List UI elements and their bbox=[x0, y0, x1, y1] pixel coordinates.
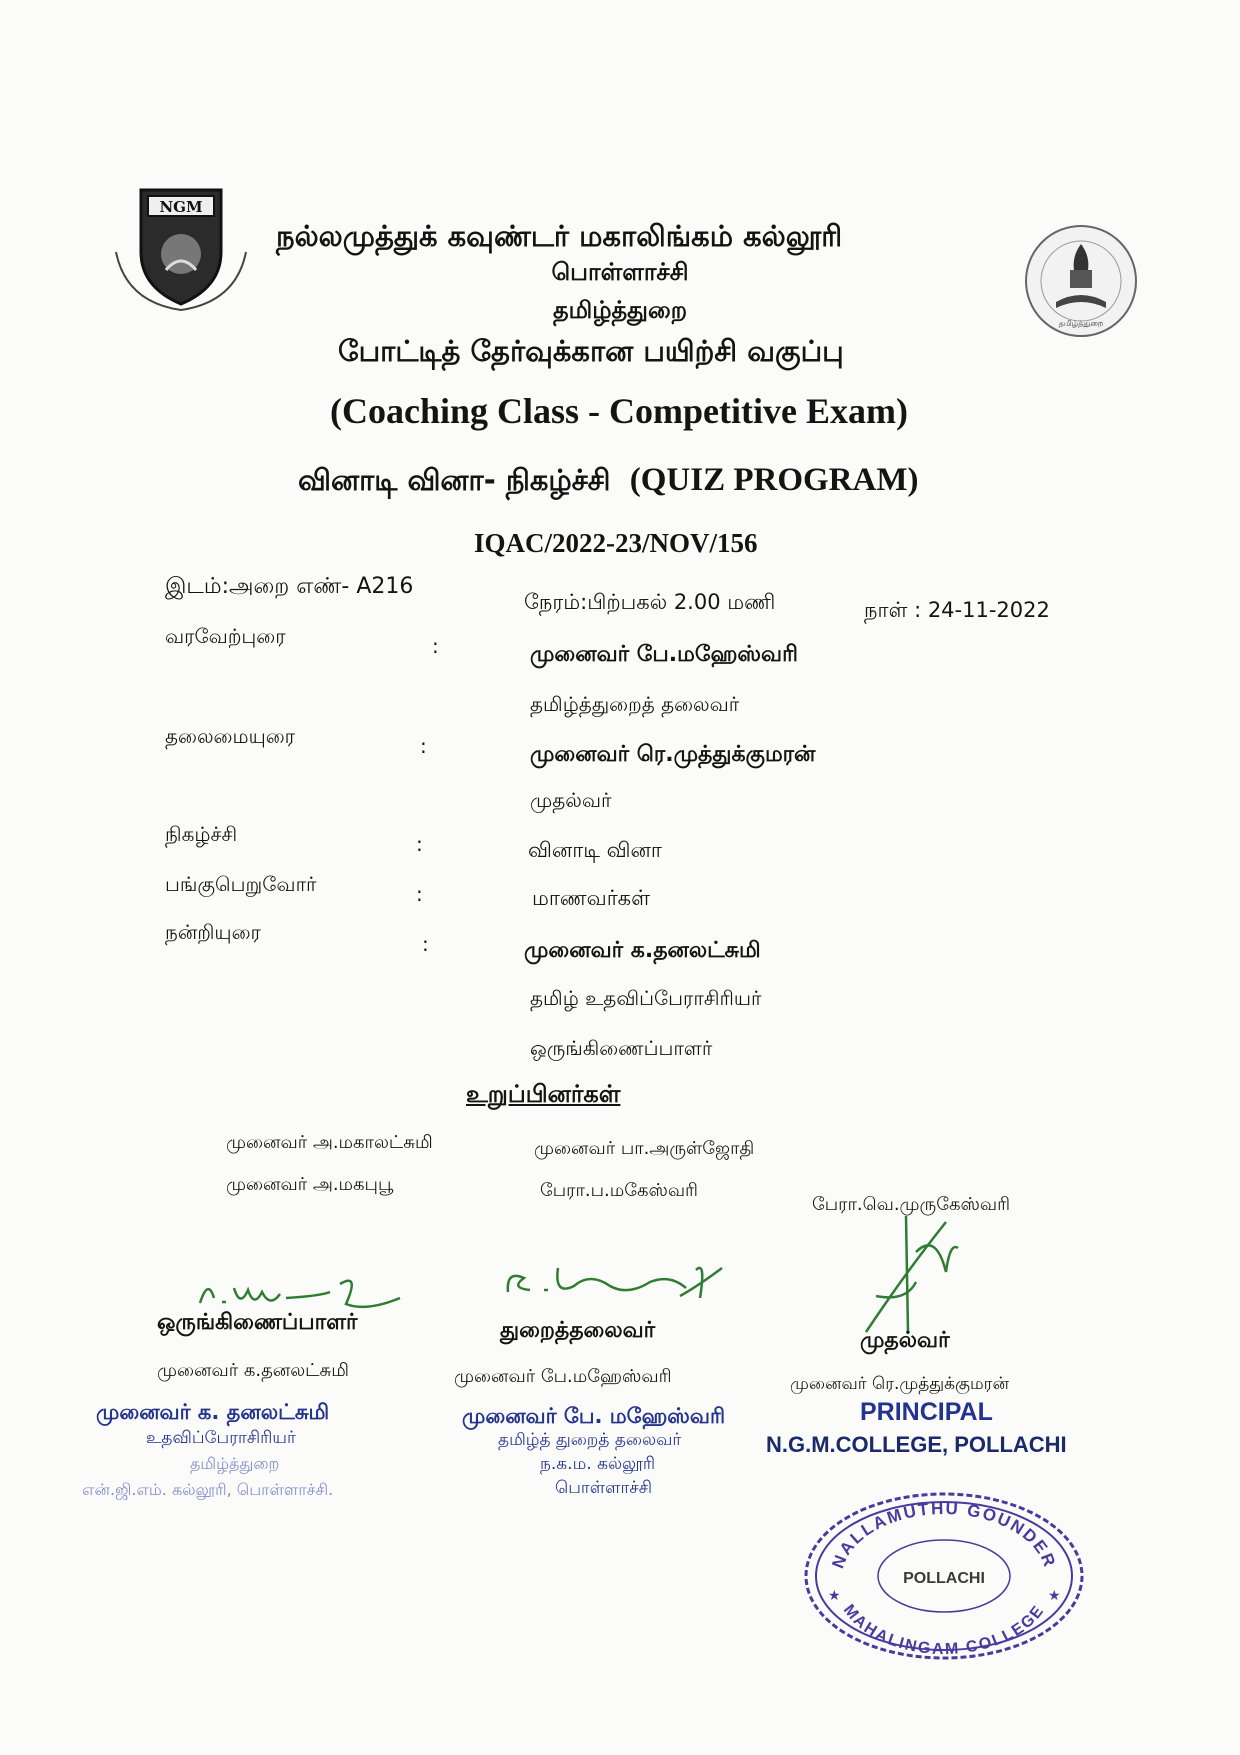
svg-text:★: ★ bbox=[828, 1588, 841, 1604]
hod-seal-college: ந.க.ம. கல்லூரி bbox=[540, 1454, 656, 1474]
member-name: முனைவர் பா.அருள்ஜோதி bbox=[534, 1138, 755, 1159]
schedule-sub-vote-of-thanks: தமிழ் உதவிப்பேராசிரியர் bbox=[530, 986, 762, 1010]
coordinator-seal-name: முனைவர் க. தனலட்சுமி bbox=[96, 1400, 330, 1424]
coordinator-seal-dept: தமிழ்த்துறை bbox=[190, 1454, 280, 1473]
schedule-colon-program: : bbox=[416, 832, 423, 856]
schedule-colon-participants: : bbox=[416, 882, 423, 906]
reference-number: IQAC/2022-23/NOV/156 bbox=[474, 528, 758, 558]
time: நேரம்:பிற்பகல் 2.00 மணி bbox=[524, 590, 776, 614]
college-seal-top-text: NALLAMUTHU GOUNDER bbox=[828, 1498, 1060, 1571]
principal-role: முதல்வர் bbox=[860, 1328, 950, 1353]
members-heading: உறுப்பினர்கள் bbox=[466, 1080, 621, 1108]
schedule-sub-welcome: தமிழ்த்துறைத் தலைவர் bbox=[530, 692, 740, 716]
hod-role: துறைத்தலைவர் bbox=[500, 1318, 656, 1343]
schedule-colon-vote-of-thanks: : bbox=[422, 932, 429, 956]
schedule-value-presidential: முனைவர் ரெ.முத்துக்குமரன் bbox=[530, 742, 816, 767]
college-seal-bottom-text: MAHALINGAM COLLEGE bbox=[839, 1601, 1049, 1659]
hod-seal-title: தமிழ்த் துறைத் தலைவர் bbox=[498, 1430, 682, 1450]
schedule-label-presidential: தலைமையுரை bbox=[165, 724, 295, 748]
date: நாள் : 24-11-2022 bbox=[864, 598, 1050, 622]
svg-text:★: ★ bbox=[1048, 1588, 1061, 1604]
program-title-tamil: போட்டித் தேர்வுக்கான பயிற்சி வகுப்பு bbox=[338, 334, 844, 368]
coordinator-name: முனைவர் க.தனலட்சுமி bbox=[157, 1360, 349, 1381]
schedule-value-vote-of-thanks: முனைவர் க.தனலட்சுமி bbox=[524, 938, 761, 963]
event-title bbox=[298, 462, 918, 501]
hod-signature bbox=[500, 1256, 730, 1312]
schedule-colon-welcome: : bbox=[432, 634, 439, 658]
principal-name: முனைவர் ரெ.முத்துக்குமரன் bbox=[790, 1374, 1009, 1394]
member-name: பேரா.வெ.முருகேஸ்வரி bbox=[812, 1194, 1011, 1215]
college-city: பொள்ளாச்சி bbox=[551, 258, 689, 286]
svg-text:MAHALINGAM COLLEGE bbox=[840, 1602, 1048, 1659]
coordinator-seal-college: என்.ஜி.எம். கல்லூரி, பொள்ளாச்சி. bbox=[82, 1480, 334, 1499]
coordinator-role: ஒருங்கிணைப்பாளர் bbox=[157, 1310, 358, 1335]
svg-text:தமிழ்த்துறை: தமிழ்த்துறை bbox=[1058, 319, 1104, 328]
member-name: பேரா.ப.மகேஸ்வரி bbox=[540, 1180, 699, 1201]
principal-seal-title: PRINCIPAL bbox=[860, 1398, 993, 1426]
schedule-colon-presidential: : bbox=[420, 734, 427, 758]
schedule-value-welcome: முனைவர் பே.மஹேஸ்வரி bbox=[530, 642, 798, 667]
program-title-english: (Coaching Class - Competitive Exam) bbox=[330, 391, 908, 431]
member-name: முனைவர் அ.மகபுபூ bbox=[226, 1174, 394, 1195]
department-name: தமிழ்த்துறை bbox=[552, 296, 688, 324]
college-seal bbox=[802, 1488, 1086, 1660]
svg-text:NGM: NGM bbox=[159, 198, 203, 216]
schedule-label-program: நிகழ்ச்சி bbox=[165, 822, 238, 846]
schedule-sub-presidential: முதல்வர் bbox=[530, 788, 612, 812]
college-name: நல்லமுத்துக் கவுண்டர் மகாலிங்கம் கல்லூரி bbox=[276, 219, 843, 253]
coordinator-seal-title: உதவிப்பேராசிரியர் bbox=[146, 1428, 296, 1448]
schedule-value-participants: மாணவர்கள் bbox=[532, 886, 651, 910]
event-title-english: (QUIZ PROGRAM) bbox=[629, 462, 919, 498]
hod-seal-city: பொள்ளாச்சி bbox=[555, 1478, 653, 1498]
venue: இடம்:அறை எண்- A216 bbox=[165, 574, 414, 599]
hod-name: முனைவர் பே.மஹேஸ்வரி bbox=[454, 1366, 672, 1387]
college-seal-center-text: POLLACHI bbox=[903, 1570, 985, 1587]
schedule-label-participants: பங்குபெறுவோர் bbox=[165, 872, 317, 896]
event-title-tamil: வினாடி வினா- நிகழ்ச்சி bbox=[298, 463, 611, 497]
college-logo bbox=[106, 182, 256, 312]
member-name: முனைவர் அ.மகாலட்சுமி bbox=[226, 1132, 433, 1153]
principal-signature bbox=[846, 1212, 986, 1342]
schedule-label-welcome: வரவேற்புரை bbox=[165, 624, 286, 648]
schedule-sub-coordinator: ஒருங்கிணைப்பாளர் bbox=[530, 1036, 713, 1060]
schedule-value-program: வினாடி வினா bbox=[528, 838, 662, 862]
principal-seal-college: N.G.M.COLLEGE, POLLACHI bbox=[766, 1432, 1067, 1457]
schedule-label-vote-of-thanks: நன்றியுரை bbox=[165, 920, 261, 944]
hod-seal-name: முனைவர் பே. மஹேஸ்வரி bbox=[462, 1404, 726, 1428]
